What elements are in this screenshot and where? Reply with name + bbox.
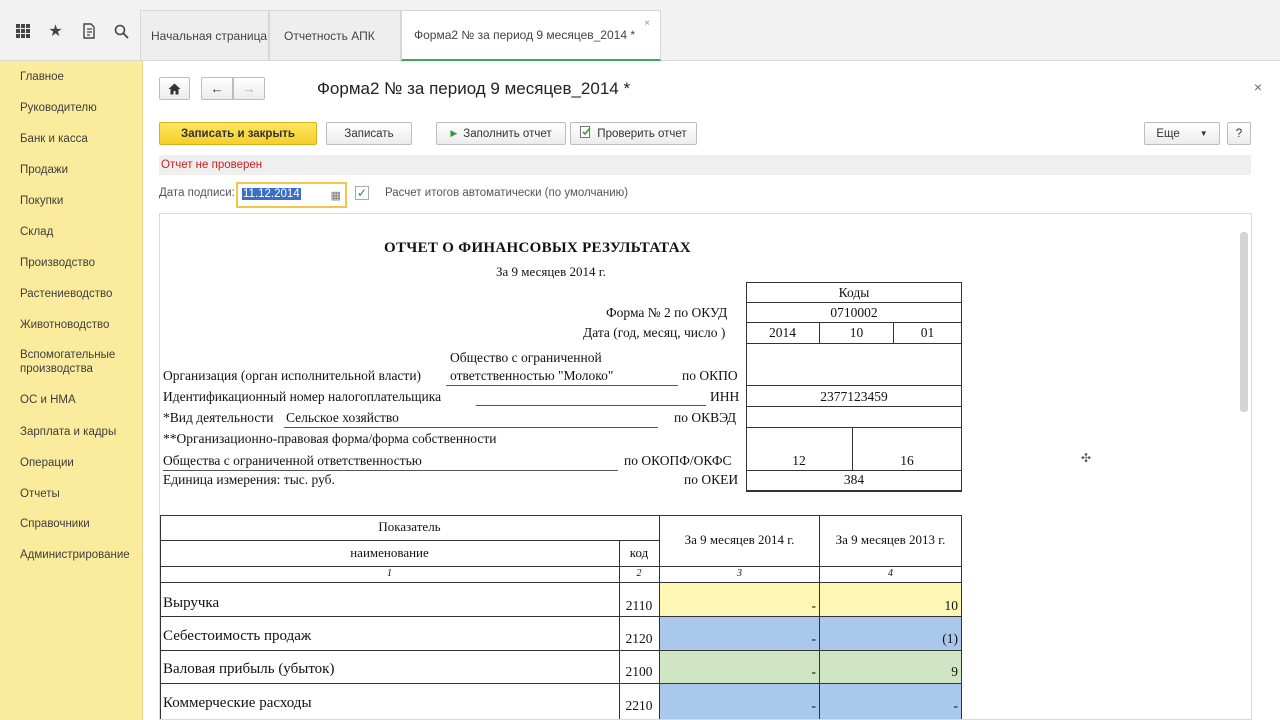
sign-date-label: Дата подписи: (159, 187, 235, 199)
codes-border (746, 385, 962, 386)
row-name: Коммерческие расходы (163, 695, 312, 711)
value-2013[interactable]: (1) (942, 631, 958, 646)
status-text: Отчет не проверен (161, 159, 263, 171)
col-2014-header: За 9 месяцев 2014 г. (684, 532, 795, 547)
back-button[interactable] (201, 77, 233, 100)
codes-header: Коды (838, 285, 870, 300)
more-label: Еще (1156, 127, 1180, 140)
col-code-header: код (629, 545, 649, 560)
sidebar-item-livestock[interactable]: Животноводство (20, 319, 110, 331)
sign-date-value: 11.12.2014 (243, 188, 300, 200)
star-icon[interactable]: ★ (48, 23, 63, 40)
row-name: Выручка (163, 595, 220, 611)
tab-label: Отчетность АПК (284, 28, 375, 43)
legal-form-value: Общества с ограниченной ответственностью (163, 453, 422, 468)
quick-icons (0, 10, 140, 52)
org-name-line1: Общество с ограниченной (450, 350, 602, 365)
codes-border (746, 427, 962, 428)
date-day: 01 (920, 325, 935, 340)
okfs-value: 16 (900, 453, 914, 468)
tab-form2[interactable] (401, 10, 661, 61)
table-border (160, 540, 660, 541)
tab-label: Форма2 № за период 9 месяцев_2014 * (414, 28, 636, 42)
sidebar-item-crops[interactable]: Растениеводство (20, 288, 113, 300)
codes-border (746, 322, 962, 323)
cursor-icon: ✣ (1081, 451, 1092, 465)
col-indicator-header: Показатель (378, 519, 441, 534)
date-codes-label: Дата (год, месяц, число ) (583, 325, 726, 340)
save-and-close-button[interactable]: Записать и закрыть (159, 122, 317, 145)
activity-label: *Вид деятельности (163, 410, 274, 425)
okud-value: 0710002 (830, 305, 878, 320)
legal-form-label: **Организационно-правовая форма/форма собственности (163, 431, 497, 446)
inn-label-left: Идентификационный номер налогоплательщика (163, 389, 442, 404)
sidebar-item-admin[interactable]: Администрирование (20, 549, 130, 561)
value-2013[interactable]: 9 (951, 664, 958, 679)
calendar-icon[interactable]: ▦ (330, 190, 341, 202)
table-border (961, 515, 962, 720)
check-report-icon (580, 126, 592, 141)
chevron-down-icon: ▼ (1199, 129, 1208, 138)
underline (163, 470, 618, 471)
save-button[interactable]: Записать (326, 122, 412, 145)
tab-label: Начальная страница (151, 28, 268, 43)
forward-button[interactable] (233, 77, 265, 100)
form-window (143, 61, 1280, 720)
underline (476, 405, 706, 406)
sidebar-item-fixed-assets[interactable]: ОС и НМА (20, 394, 76, 406)
row-code: 2100 (625, 664, 653, 679)
inn-label: ИНН (710, 389, 740, 404)
more-button[interactable] (1144, 122, 1220, 145)
codes-border (746, 406, 962, 407)
tab-home[interactable] (140, 10, 269, 60)
sidebar-item-payroll[interactable]: Зарплата и кадры (20, 426, 117, 438)
apps-grid-icon[interactable] (6, 16, 39, 46)
col-index: 3 (737, 568, 742, 579)
close-tab-icon[interactable]: × (644, 18, 650, 29)
value-2014[interactable]: - (811, 664, 816, 679)
check-report-label: Проверить отчет (597, 127, 687, 140)
inn-value: 2377123459 (820, 389, 888, 404)
okud-label: Форма № 2 по ОКУД (606, 305, 728, 320)
sidebar-item-manager[interactable]: Руководителю (20, 102, 97, 114)
sidebar-item-purchases[interactable]: Покупки (20, 195, 64, 207)
scrollbar[interactable] (1240, 232, 1248, 412)
sidebar-item-directories[interactable]: Справочники (20, 518, 90, 530)
date-month: 10 (849, 325, 864, 340)
table-border (160, 566, 962, 567)
auto-calc-label: Расчет итогов автоматически (по умолчанию) (385, 187, 629, 199)
codes-border (746, 470, 962, 471)
sidebar-item-main[interactable]: Главное (20, 71, 64, 83)
row-name: Валовая прибыль (убыток) (163, 661, 335, 677)
close-icon[interactable]: × (1253, 79, 1262, 95)
okei-value: 384 (843, 472, 865, 487)
col-2013-header: За 9 месяцев 2013 г. (835, 532, 946, 547)
row-code: 2110 (625, 598, 653, 613)
value-2014[interactable]: - (811, 598, 816, 613)
sidebar (0, 61, 143, 720)
date-year: 2014 (769, 325, 796, 340)
report-title: ОТЧЕТ О ФИНАНСОВЫХ РЕЗУЛЬТАТАХ (384, 240, 691, 256)
org-name-line2: ответственностью "Молоко" (450, 368, 614, 383)
arrow-right-icon: → (242, 81, 256, 96)
col-index: 2 (636, 568, 642, 579)
help-button[interactable]: ? (1227, 122, 1251, 145)
okved-label: по ОКВЭД (674, 410, 737, 425)
value-2013[interactable]: - (953, 698, 958, 713)
col-index: 4 (888, 568, 893, 579)
row-code: 2210 (625, 698, 653, 713)
tab-apk-reports[interactable] (269, 10, 401, 60)
fill-report-label: Заполнить отчет (463, 127, 552, 140)
activity-value: Сельское хозяйство (286, 410, 399, 425)
codes-border (746, 490, 962, 492)
okopf-label: по ОКОПФ/ОКФС (624, 453, 732, 468)
okopf-value: 12 (792, 453, 806, 468)
sidebar-item-sales[interactable]: Продажи (20, 164, 69, 176)
sidebar-item-operations[interactable]: Операции (20, 457, 74, 469)
codes-border (746, 302, 962, 303)
sidebar-item-production[interactable]: Производство (20, 257, 95, 269)
fill-report-button[interactable] (436, 122, 566, 145)
top-bar (0, 0, 1280, 61)
sign-date-field[interactable] (236, 182, 347, 208)
row-code: 2120 (625, 631, 653, 646)
check-report-button[interactable] (570, 122, 697, 145)
org-label: Организация (орган исполнительной власти) (163, 368, 422, 383)
status-bar (159, 155, 1251, 175)
value-2013[interactable]: 10 (944, 598, 958, 613)
codes-border (746, 343, 962, 344)
table-border (160, 515, 962, 516)
form-title: Форма2 № за период 9 месяцев_2014 * (317, 79, 631, 98)
table-border (160, 650, 962, 651)
table-border (160, 582, 962, 583)
col-index: 1 (387, 568, 392, 579)
table-border (160, 616, 962, 617)
sidebar-item-aux-production[interactable]: Вспомогательные производства (20, 349, 116, 375)
auto-calc-checkbox[interactable]: ✓ (356, 186, 368, 200)
underline (284, 427, 658, 428)
okpo-label: по ОКПО (682, 368, 738, 383)
home-button[interactable] (159, 77, 190, 100)
arrow-left-icon: ← (210, 81, 224, 96)
sidebar-item-warehouse[interactable]: Склад (20, 226, 54, 238)
report-document[interactable] (159, 213, 1252, 720)
history-icon[interactable] (72, 16, 105, 46)
value-2014[interactable]: - (811, 698, 816, 713)
sidebar-item-reports[interactable]: Отчеты (20, 488, 60, 500)
row-name: Себестоимость продаж (163, 628, 312, 644)
unit-label: Единица измерения: тыс. руб. (163, 472, 335, 487)
table-border (619, 540, 620, 720)
search-icon[interactable] (105, 16, 138, 46)
col-name-header: наименование (350, 545, 429, 560)
codes-border (746, 282, 962, 283)
play-icon: ▶ (450, 128, 458, 138)
sidebar-item-bank[interactable]: Банк и касса (20, 133, 88, 145)
underline (446, 385, 678, 386)
value-2014[interactable]: - (811, 631, 816, 646)
okei-label: по ОКЕИ (684, 472, 739, 487)
report-period: За 9 месяцев 2014 г. (496, 264, 606, 279)
table-border (160, 683, 962, 684)
